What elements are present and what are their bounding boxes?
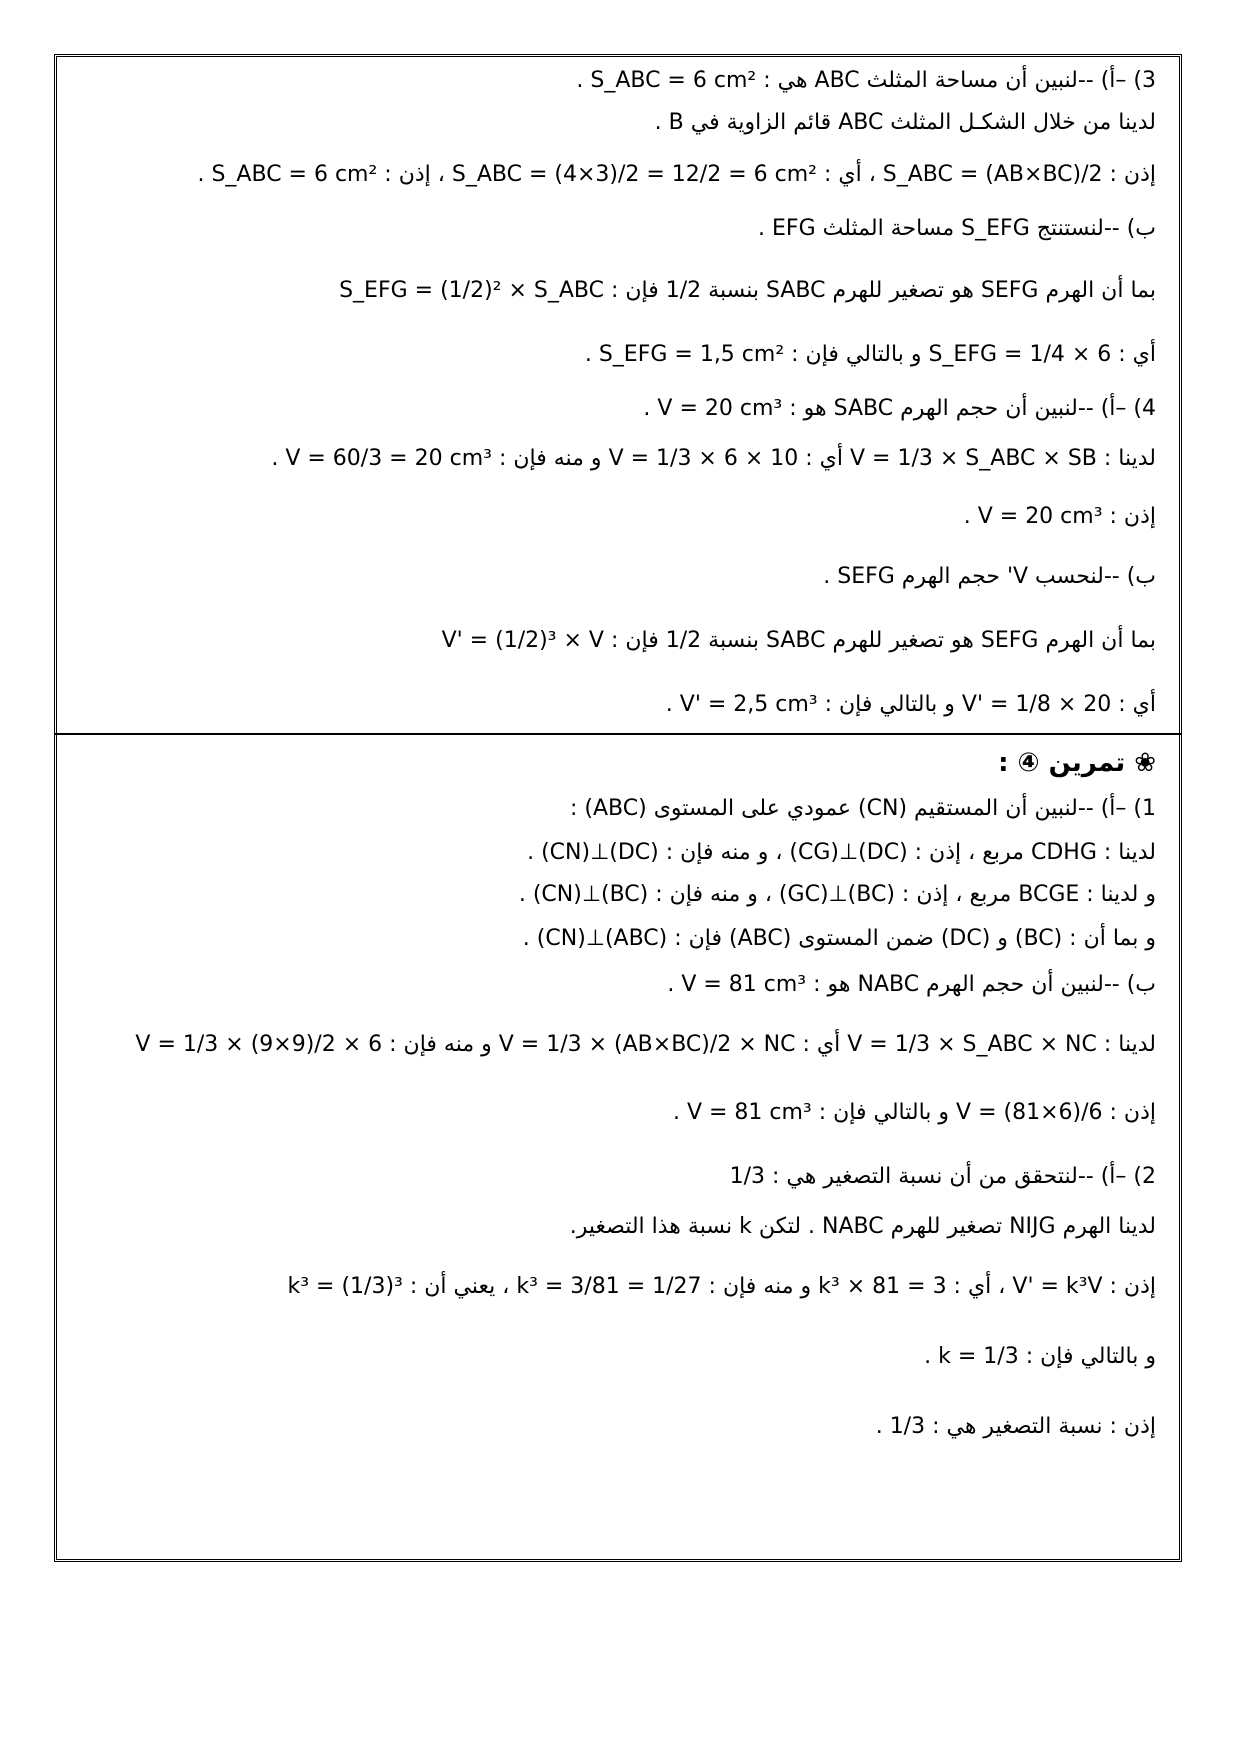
line-ex4-1a-result: و بما أن : (BC) و (DC) ضمن المستوى (ABC) فإن : (ABC)⊥(CN) . — [522, 926, 1156, 951]
line-ex4-1a-bc: و لدينا : BCGE مربع ، إذن : (BC)⊥(GC) ، و منه فإن : (BC)⊥(CN) . — [518, 882, 1156, 907]
section-divider — [54, 733, 1182, 735]
line-3b-reason: بما أن الهرم SEFG هو تصغير للهرم SABC بنسبة 1/2 فإن : S_EFG = (1/2)² × S_ABC — [339, 278, 1156, 303]
line-4a: 4) –أ) --لنبين أن حجم الهرم SABC هو : V = 20 cm³ . — [643, 396, 1156, 421]
line-ex4-2a-k: و بالتالي فإن : k = 1/3 . — [924, 1344, 1156, 1369]
line-ex4-2a-given: لدينا الهرم NIJG تصغير للهرم NABC . لتكن k نسبة هذا التصغير. — [569, 1214, 1156, 1239]
line-ex4-1b-calc: لدينا : V = 1/3 × S_ABC × NC أي : V = 1/3 × (AB×BC)/2 × NC و منه فإن : V = 1/3 × (9×9)/2 × 6 — [135, 1032, 1156, 1057]
line-3b-result: أي : S_EFG = 1/4 × 6 و بالتالي فإن : S_EFG = 1,5 cm² . — [584, 342, 1156, 367]
line-4b: ب) --لنحسب V' حجم الهرم SEFG . — [823, 564, 1156, 589]
line-4a-result: إذن : V = 20 cm³ . — [963, 504, 1156, 529]
line-3b: ب) --لنستنتج S_EFG مساحة المثلث EFG . — [758, 216, 1156, 241]
exercise-4-title: ❀ تمرين ④ : — [998, 748, 1156, 778]
line-4b-reason: بما أن الهرم SEFG هو تصغير للهرم SABC بنسبة 1/2 فإن : V' = (1/2)³ × V — [441, 628, 1156, 653]
line-ex4-2a-result: إذن : نسبة التصغير هي : 1/3 . — [875, 1414, 1156, 1439]
line-3a-calc: إذن : S_ABC = (AB×BC)/2 ، أي : S_ABC = (4×3)/2 = 12/2 = 6 cm² ، إذن : S_ABC = 6 cm² . — [197, 162, 1156, 187]
line-4a-calc: لدينا : V = 1/3 × S_ABC × SB أي : V = 1/3 × 6 × 10 و منه فإن : V = 60/3 = 20 cm³ . — [271, 446, 1156, 471]
line-ex4-2a: 2) –أ) --لنتحقق من أن نسبة التصغير هي : 1/3 — [729, 1164, 1156, 1189]
line-ex4-1a: 1) –أ) --لنبين أن المستقيم (CN) عمودي على المستوى (ABC) : — [570, 796, 1156, 821]
line-ex4-1b: ب) --لنبين أن حجم الهرم NABC هو : V = 81 cm³ . — [667, 972, 1156, 997]
line-4b-result: أي : V' = 1/8 × 20 و بالتالي فإن : V' = 2,5 cm³ . — [665, 692, 1156, 717]
line-ex4-2a-calc: إذن : V' = k³V ، أي : 3 = k³ × 81 و منه فإن : k³ = 3/81 = 1/27 ، يعني أن : k³ = (1/3)³ — [287, 1274, 1156, 1299]
line-3a: 3) –أ) --لنبين أن مساحة المثلث ABC هي : S_ABC = 6 cm² . — [576, 68, 1156, 93]
line-ex4-1a-dc: لدينا : CDHG مربع ، إذن : (DC)⊥(CG) ، و منه فإن : (DC)⊥(CN) . — [527, 840, 1156, 865]
line-3a-given: لدينا من خلال الشكـل المثلث ABC قائم الزاوية في B . — [654, 110, 1156, 135]
line-ex4-1b-result: إذن : V = (81×6)/6 و بالتالي فإن : V = 81 cm³ . — [672, 1100, 1156, 1125]
